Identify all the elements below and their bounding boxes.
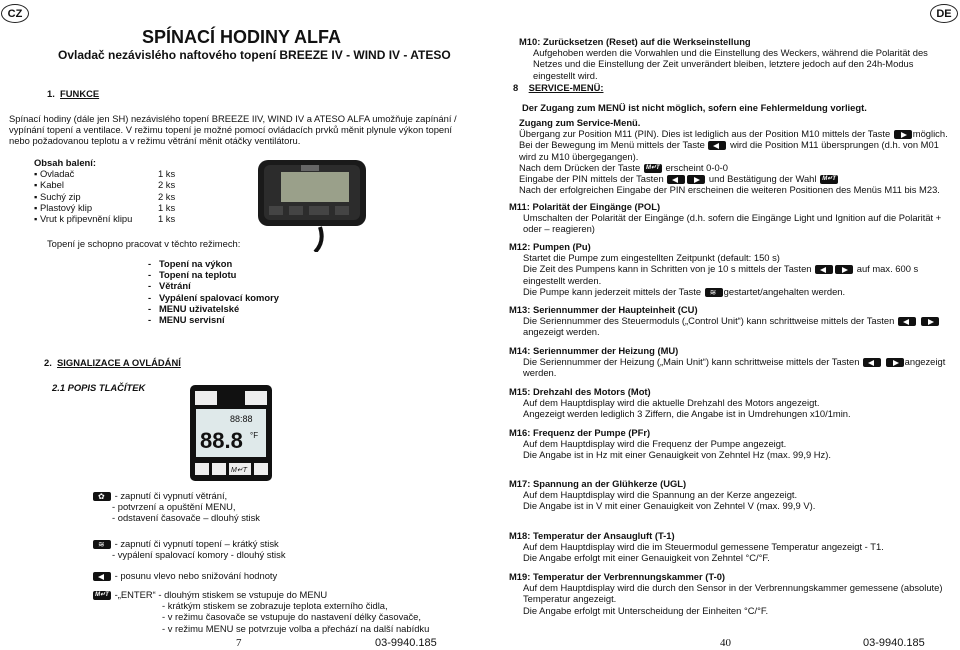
service-access-block: Zugang zum Service-Menü. Übergang zur Position M11 (PIN). Dies ist lediglich aus der Position M10 mittels der Taste möglich. Bei der Bewegung im Menü mittels der Taste wird die Position M11 übersprungen (d.h. von M01 wird zu M10 übergegangen). Nach dem Drücken der Taste M↵T erscheint 0-0-0 Eingabe der PIN mittels der Tasten und Bestätigung der Wahl M↵T Nach der erfolgreichen Eingabe der PIN erscheinen die weiteren Positionen des Menüs M11 bis M23. xyxy=(519,117,948,196)
m10-title: M10: Zurücksetzen (Reset) auf die Werkseinstellung xyxy=(519,36,751,47)
m10-text: Aufgehoben werden die Vorwahlen und die Einstellung des Weckers, während die Polarität des Netzes und die Einstellung der Zeit unverändert bleiben, letztere jedoch auf den 24h-Modus eingestellt wird. xyxy=(533,47,928,81)
section-2-heading: 2. SIGNALIZACE A OVLÁDÁNÍ xyxy=(44,357,181,368)
section-2-1-heading: 2.1 POPIS TLAČÍTEK xyxy=(52,382,146,393)
m13-block: M13: Seriennummer der Haupteinheit (CU) Die Seriennummer des Steuermoduls („Control Unit“) kann schrittweise mittels der Tasten angezeigt werden. xyxy=(509,304,951,338)
m14-block: M14: Seriennummer der Heizung (MU) Die Seriennummer der Heizung („Main Unit“) kann schrittweise mittels der Tasten angezeigt werden. xyxy=(509,345,946,379)
m16-block: M16: Frequenz der Pumpe (PFr) Auf dem Hauptdisplay wird die Frequenz der Pumpe angezeigt. Die Angabe ist in Hz mit einer Genauigkeit von Zehntel Hz (max. 99,9 Hz). xyxy=(509,427,831,461)
right-doc-number: 03-9940.185 xyxy=(863,637,925,649)
m17-block: M17: Spannung an der Glühkerze (UGL) Auf dem Hauptdisplay wird die Spannung an der Kerze angezeigt. Die Angabe ist in V mit einer Genauigkeit von Zehntel V (max. 99,9 V). xyxy=(509,478,816,512)
left-arrow-key-icon xyxy=(93,572,111,581)
enter-key-icon: M↵T xyxy=(644,164,662,173)
display-big-digits: 88.8 xyxy=(200,428,243,453)
fan-key-icon xyxy=(93,492,111,501)
service-warning: Der Zugang zum MENÜ ist nicht möglich, sofern eine Fehlermeldung vorliegt. xyxy=(522,102,867,113)
right-arrow-key-icon xyxy=(835,265,853,274)
enter-key-icon: M↵T xyxy=(93,591,111,600)
fan-key-desc: ✿ - zapnutí či vypnutí větrání, - potvrzení a opuštění MENU, - odstavení časovače – dlouhý stisk xyxy=(92,490,260,524)
intro-text: Spínací hodiny (dále jen SH) nezávislého topení BREEZE IIV, WIND IV a ATESO ALFA umožňuje zapínání / vypínání topení a ventilace. V režimu topení je možné pomocí ovládacích prvků měnit plynule výkon topení nebo požadovanou teplotu a v režimu větrání měnit otáčky ventilátoru. xyxy=(9,113,457,147)
contents-list: Obsah balení: ▪ Ovladač 1 ks ▪ Kabel 2 ks ▪ Suchý zip 2 ks ▪ Plastový klip 1 ks ▪ Vrut k připevnění klipu 1 ks xyxy=(34,157,176,225)
enter-key-icon: M↵T xyxy=(820,175,838,184)
left-doc-number: 03-9940.185 xyxy=(375,637,437,649)
cz-badge: CZ xyxy=(1,4,29,23)
heat-key-desc: ≋ - zapnutí či vypnutí topení – krátký stisk - vypálení spalovací komory - dlouhý stisk xyxy=(92,538,286,560)
right-arrow-key-icon xyxy=(921,317,939,326)
left-page-number: 7 xyxy=(236,637,242,649)
page-subtitle: Ovladač nezávislého naftového topení BREEZE IV - WIND IV - ATESO xyxy=(58,48,451,62)
right-page-number: 40 xyxy=(720,637,731,649)
left-arrow-key-icon xyxy=(708,141,726,150)
heat-key-icon xyxy=(93,540,111,549)
m15-block: M15: Drehzahl des Motors (Mot) Auf dem Hauptdisplay wird die aktuelle Drehzahl des Motors angezeigt. Angezeigt werden lediglich 3 Ziffern, die Angabe ist in Umdrehungen x10/1min. xyxy=(509,386,851,420)
display-unit: °F xyxy=(250,431,259,440)
display-top-digits: 88:88 xyxy=(230,414,253,424)
m12-block: M12: Pumpen (Pu) Startet die Pumpe zum eingestellten Zeitpunkt (default: 150 s) Die Zeit des Pumpens kann in Schritten von je 10 s mittels der Tasten auf max. 600 s eingestellt werden. Die Pumpe kann jederzeit mittels der Taste ≋ gestartet/angehalten werden. xyxy=(509,241,951,297)
right-arrow-key-icon xyxy=(886,358,904,367)
section-8-heading: 8 SERVICE-MENÜ: xyxy=(513,82,604,93)
right-arrow-key-icon xyxy=(687,175,705,184)
m19-block: M19: Temperatur der Verbrennungskammer (T-0) Auf dem Hauptdisplay wird die durch den Sensor in der Verbrennungskammer gemessene (absolute) Temperatur angezeigt. Die Angabe erfolgt mit Unterscheidung der Einheiten °C/°F. xyxy=(509,571,943,616)
left-arrow-key-icon xyxy=(815,265,833,274)
heat-key-icon xyxy=(705,288,723,297)
modes-list: - Topení na výkon - Topení na teplotu - Větrání - Vypálení spalovací komory - MENU uživatelské - MENU servisní xyxy=(148,258,279,326)
left-arrow-key-icon xyxy=(863,358,881,367)
controller-photo xyxy=(255,157,370,247)
modes-intro: Topení je schopno pracovat v těchto režimech: xyxy=(47,238,241,249)
m18-block: M18: Temperatur der Ansaugluft (T-1) Auf dem Hauptdisplay wird die im Steuermodul gemessene Temperatur angezeigt - T1. Die Angabe erfolgt mit einer Genauigkeit von Zehntel °C/°F. xyxy=(509,530,884,564)
display-enter-label: M↵T xyxy=(231,467,247,474)
left-arrow-key-icon xyxy=(898,317,916,326)
page-title: SPÍNACÍ HODINY ALFA xyxy=(142,27,342,47)
right-page xyxy=(519,36,951,81)
enter-key-desc: M↵T -„ENTER“ - dlouhým stiskem se vstupuje do MENU - krátkým stiskem se zobrazuje teplota externího čidla, - v režimu časovače se vstupuje do nastavení délky časovače, - v režimu MENU se potvrzuje volba a přechází na další nabídku xyxy=(92,589,429,634)
left-key-desc: - posunu vlevo nebo snižování hodnoty xyxy=(92,570,277,581)
control-panel-diagram xyxy=(190,385,272,481)
right-arrow-key-icon xyxy=(894,130,912,139)
m11-block: M11: Polarität der Eingänge (POL) Umschalten der Polarität der Eingänge (d.h. sofern die Eingänge Light und Ignition auf die Polarität + oder – reagieren) xyxy=(509,201,942,235)
section-1-heading: 1. FUNKCE xyxy=(47,88,100,99)
left-arrow-key-icon xyxy=(667,175,685,184)
de-badge: DE xyxy=(930,4,958,23)
